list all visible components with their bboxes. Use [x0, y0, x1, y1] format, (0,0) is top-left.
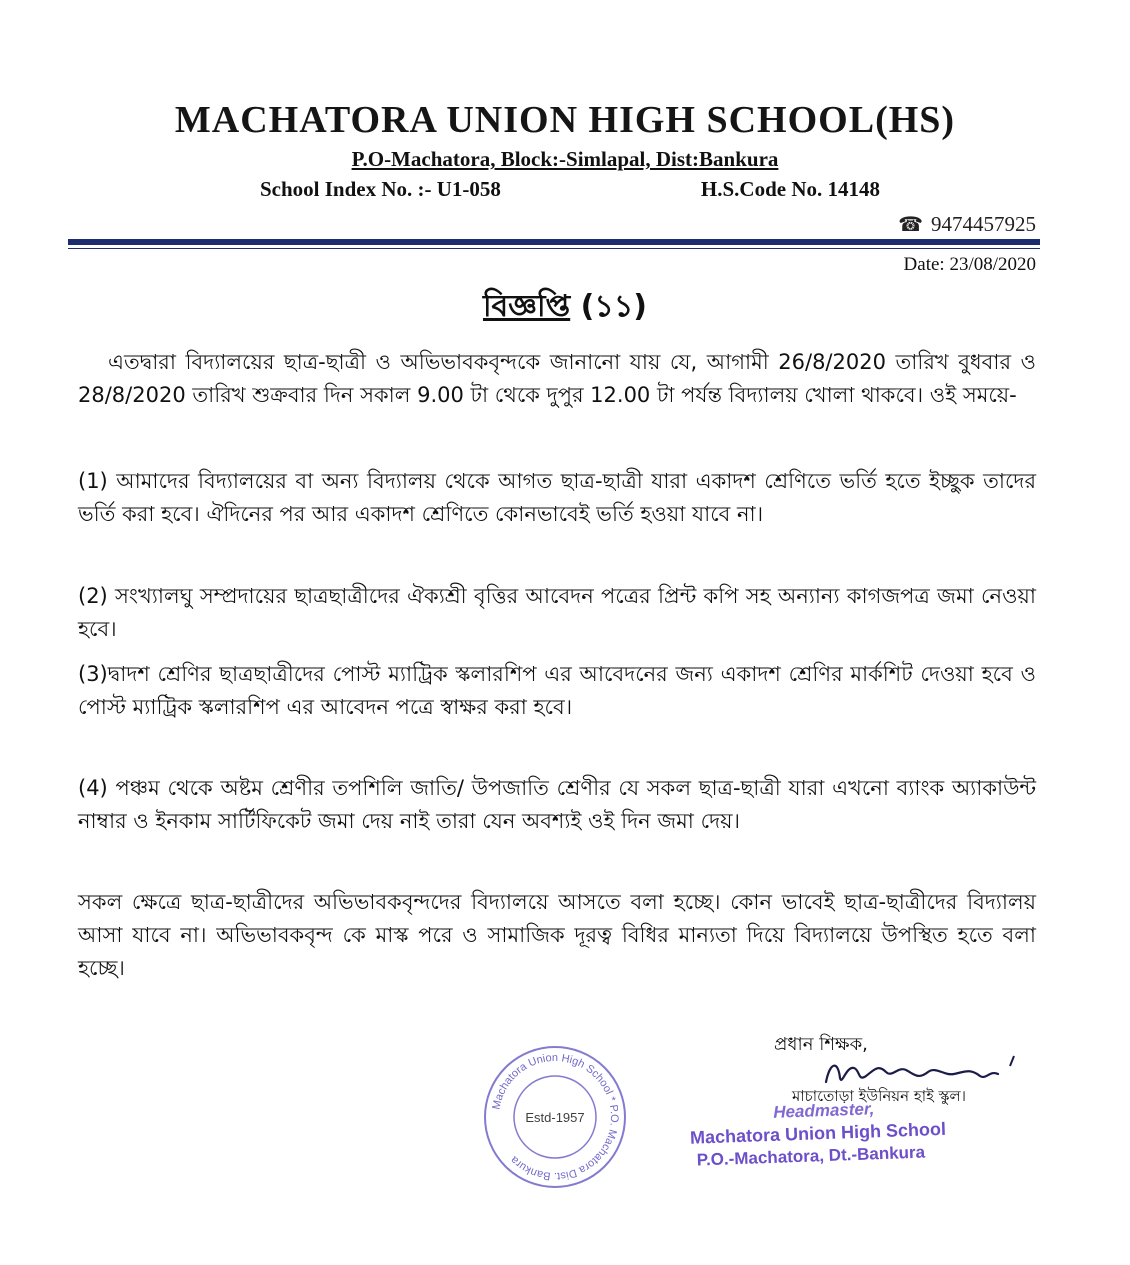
school-seal	[481, 1043, 629, 1191]
notice-point-3: (3)দ্বাদশ শ্রেণির ছাত্রছাত্রীদের পোস্ট ম্যাট্রিক স্কলারশিপ এর আবেদনের জন্য একাদশ শ্রেণির মার্কশিট দেওয়া হবে ও পোস্ট ম্যাট্রিক স্কলারশিপ এর আবেদন পত্রে স্বাক্ষর করা হবে।	[78, 662, 1036, 719]
phone-number: 9474457925	[931, 212, 1036, 236]
notice-point-2: (2) সংখ্যালঘু সম্প্রদায়ের ছাত্রছাত্রীদের ঐক্যশ্রী বৃত্তির আবেদন পত্রের প্রিন্ট কপি সহ অন্যান্য কাগজপত্র জমা নেওয়া হবে।	[78, 584, 1036, 641]
school-index-number: School Index No. :- U1-058	[260, 177, 501, 201]
header-divider-thin	[68, 248, 1040, 249]
stamp-school-name: Machatora Union High School	[689, 1118, 947, 1148]
notice-point-1: (1) আমাদের বিদ্যালয়ের বা অন্য বিদ্যালয় থেকে আগত ছাত্র-ছাত্রী যারা একাদশ শ্রেণিতে ভর্তি হতে ইচ্ছুক তাদের ভর্তি করা হবে। ঐদিনের পর আর একাদশ শ্রেণিতে কোনভাবেই ভর্তি হওয়া যাবে না।	[78, 469, 1036, 526]
school-address: P.O-Machatora, Block:-Simlapal, Dist:Bankura	[351, 147, 779, 171]
phone-row	[898, 212, 1036, 237]
hs-code-number: H.S.Code No. 14148	[700, 177, 880, 201]
signatory-school-name: মাচাতোড়া ইউনিয়ন হাই স্কুল।	[792, 1087, 967, 1105]
notice-title	[0, 282, 1130, 333]
notice-closing-paragraph: সকল ক্ষেত্রে ছাত্র-ছাত্রীদের অভিভাবকবৃন্দদের বিদ্যালয়ে আসতে বলা হচ্ছে। কোন ভাবেই ছাত্র-ছাত্রীদের বিদ্যালয় আসা যাবে না। অভিভাবকবৃন্দ কে মাস্ক পরে ও সামাজিক দূরত্ব বিধির মান্যতা দিয়ে বিদ্যালয়ে উপস্থিত হতে বলা হচ্ছে।	[78, 890, 1036, 980]
notice-point-4: (4) পঞ্চম থেকে অষ্টম শ্রেণীর তপশিলি জাতি/ উপজাতি শ্রেণীর যে সকল ছাত্র-ছাত্রী যারা এখনো ব্যাংক অ্যাকাউন্ট নাম্বার ও ইনকাম সার্টিফিকেট জমা দেয় নাই তারা যেন অবশ্যই ওই দিন জমা দেয়।	[78, 776, 1036, 833]
stamp-address: P.O.-Machatora, Dt.-Bankura	[696, 1142, 926, 1170]
header-divider-thick	[68, 239, 1040, 245]
notice-title-text: বিজ্ঞপ্তি	[482, 289, 571, 324]
notice-intro-paragraph: এতদ্বারা বিদ্যালয়ের ছাত্র-ছাত্রী ও অভিভাবকবৃন্দকে জানানো যায় যে, আগামী 26/8/2020 তারিখ বুধবার ও 28/8/2020 তারিখ শুক্রবার দিন সকাল 9.00 টা থেকে দুপুর 12.00 টা পর্যন্ত বিদ্যালয় খোলা থাকবে। ওই সময়ে-	[78, 350, 1036, 407]
school-name: MACHATORA UNION HIGH SCHOOL(HS)	[174, 99, 956, 141]
seal-established: Estd-1957	[525, 1110, 585, 1125]
headmaster-stamp	[689, 1094, 1021, 1170]
stamp-designation: Headmaster,	[772, 1099, 875, 1122]
notice-date: Date: 23/08/2020	[903, 254, 1036, 275]
seal-ring-text: Machatora Union High School * P.O. Machatora Dist. Bankura	[490, 1051, 621, 1183]
telephone-icon: ☎	[898, 214, 923, 236]
signatory-designation: প্রধান শিক্ষক,	[774, 1034, 868, 1055]
school-codes	[260, 177, 880, 202]
notice-number: (১১)	[580, 289, 648, 324]
